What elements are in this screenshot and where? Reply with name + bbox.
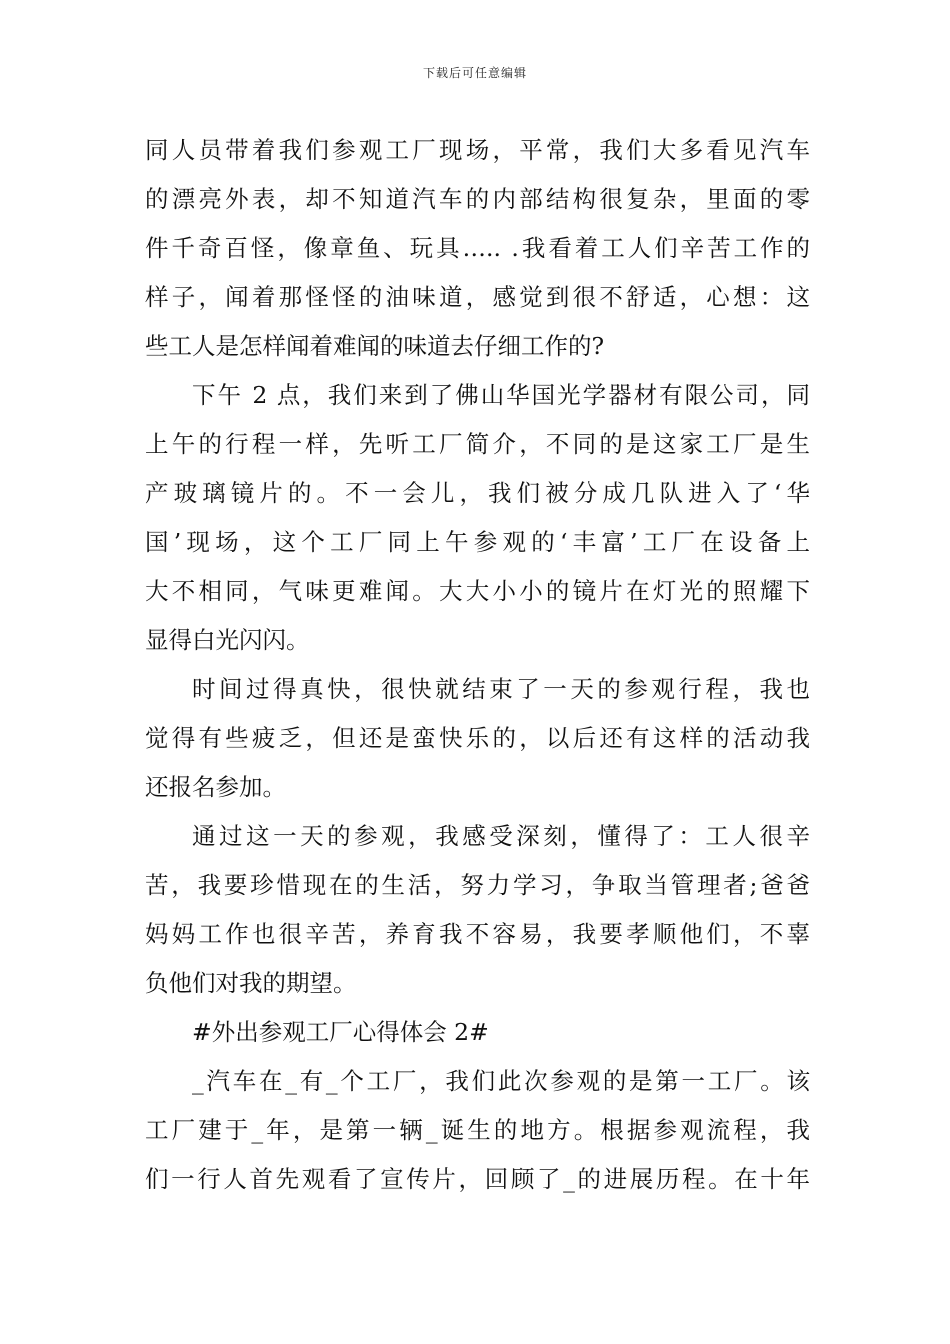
header-note: 下载后可任意编辑 <box>422 66 527 80</box>
text-line: 同人员带着我们参观工厂现场，平常，我们大多看见汽车 <box>145 136 810 164</box>
text-line: 国’现场，这个工厂同上午参观的‘丰富’工厂在设备上 <box>145 528 810 556</box>
text-line: 件千奇百怪，像章鱼、玩具….. .我看着工人们辛苦工作的 <box>145 234 810 262</box>
text-line: 通过这一天的参观，我感受深刻，懂得了：工人很辛 <box>192 822 810 850</box>
text-line: 时间过得真快，很快就结束了一天的参观行程，我也 <box>192 675 810 703</box>
text-line: #外出参观工厂心得体会 2# <box>192 1018 489 1046</box>
text-line: 的漂亮外表，却不知道汽车的内部结构很复杂，里面的零 <box>145 185 810 213</box>
text-line: 们一行人首先观看了宣传片，回顾了_的进展历程。在十年 <box>145 1165 810 1193</box>
text-line: 工厂建于_年，是第一辆_诞生的地方。根据参观流程，我 <box>145 1116 810 1144</box>
text-line: 妈妈工作也很辛苦，养育我不容易，我要孝顺他们，不辜 <box>145 920 810 948</box>
text-line: 苦，我要珍惜现在的生活，努力学习，争取当管理者;爸爸 <box>145 871 810 899</box>
text-line: 样子，闻着那怪怪的油味道，感觉到很不舒适，心想：这 <box>145 283 810 311</box>
text-line: _汽车在_有_个工厂，我们此次参观的是第一工厂。该 <box>192 1067 810 1095</box>
text-line: 觉得有些疲乏，但还是蛮快乐的，以后还有这样的活动我 <box>145 724 810 752</box>
text-line: 大不相同，气味更难闻。大大小小的镜片在灯光的照耀下 <box>145 577 810 605</box>
text-line: 下午 2 点，我们来到了佛山华国光学器材有限公司，同 <box>192 381 810 409</box>
text-line: 产玻璃镜片的。不一会儿，我们被分成几队进入了‘华 <box>145 479 810 507</box>
text-line: 还报名参加。 <box>145 773 286 801</box>
text-line: 上午的行程一样，先听工厂简介，不同的是这家工厂是生 <box>145 430 810 458</box>
body-text <box>145 126 810 1204</box>
text-line: 负他们对我的期望。 <box>145 969 357 997</box>
text-line: 些工人是怎样闻着难闻的味道去仔细工作的? <box>145 332 605 360</box>
text-line: 显得白光闪闪。 <box>145 626 310 654</box>
